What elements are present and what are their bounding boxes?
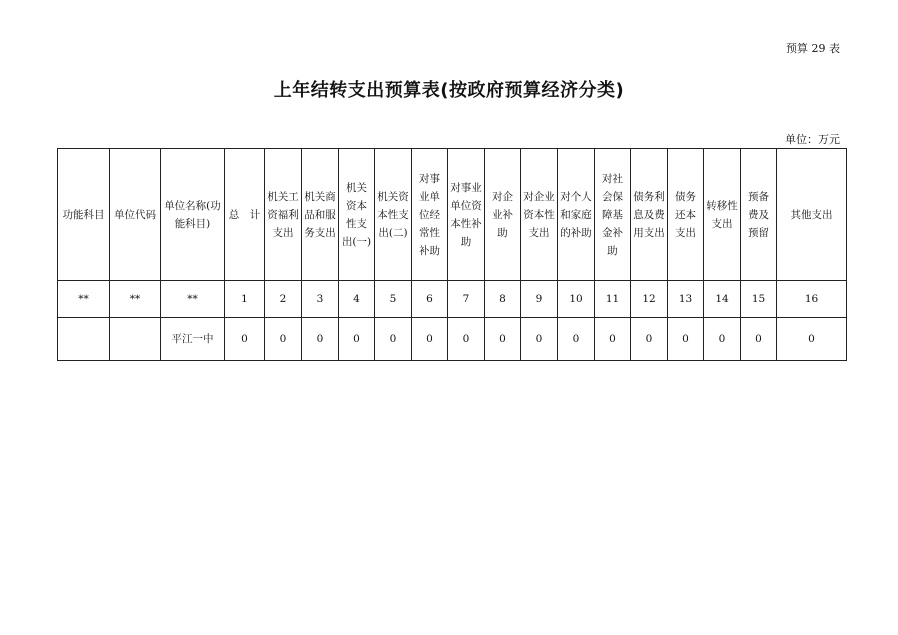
table-cell: 0 (412, 318, 448, 361)
column-number: 8 (485, 281, 521, 318)
budget-table (57, 148, 847, 361)
table-cell: 0 (265, 318, 302, 361)
column-header: 单位名称(功能科目) (161, 149, 225, 281)
column-number: 11 (595, 281, 631, 318)
column-number-row (58, 281, 847, 318)
column-header: 机关工资福利支出 (265, 149, 302, 281)
column-number: 9 (521, 281, 558, 318)
column-header: 机关资本性支出(一) (339, 149, 375, 281)
column-number: 14 (704, 281, 741, 318)
table-cell: 0 (521, 318, 558, 361)
table-cell: 0 (448, 318, 485, 361)
column-header: 债务还本支出 (668, 149, 704, 281)
column-header: 预备费及预留 (741, 149, 777, 281)
table-cell: 0 (339, 318, 375, 361)
table-cell: 0 (704, 318, 741, 361)
column-number: 1 (225, 281, 265, 318)
column-header: 转移性支出 (704, 149, 741, 281)
table-row (58, 318, 847, 361)
column-header: 功能科目 (58, 149, 110, 281)
column-number: 7 (448, 281, 485, 318)
column-header: 对个人和家庭的补助 (558, 149, 595, 281)
unit-name-cell: 平江一中 (161, 318, 225, 361)
table-cell: 0 (777, 318, 847, 361)
column-header: 总 计 (225, 149, 265, 281)
column-number: 5 (375, 281, 412, 318)
header-row (58, 149, 847, 281)
column-number: 4 (339, 281, 375, 318)
table-cell (110, 318, 161, 361)
unit-label: 单位：万元 (785, 133, 840, 146)
total-cell: 0 (225, 318, 265, 361)
page-title: 上年结转支出预算表(按政府预算经济分类) (273, 80, 625, 101)
column-header: 对企业补助 (485, 149, 521, 281)
column-number: 16 (777, 281, 847, 318)
column-number: 15 (741, 281, 777, 318)
table-cell: 0 (631, 318, 668, 361)
column-number: ** (58, 281, 110, 318)
column-header: 对企业资本性支出 (521, 149, 558, 281)
column-number: ** (110, 281, 161, 318)
table-cell: 0 (595, 318, 631, 361)
table-cell: 0 (375, 318, 412, 361)
column-header: 对事业单位经常性补助 (412, 149, 448, 281)
column-header: 对社会保障基金补助 (595, 149, 631, 281)
table-cell: 0 (668, 318, 704, 361)
column-header: 对事业单位资本性补助 (448, 149, 485, 281)
table-cell (58, 318, 110, 361)
column-header: 机关商品和服务支出 (302, 149, 339, 281)
column-number: 12 (631, 281, 668, 318)
column-header: 机关资本性支出(二) (375, 149, 412, 281)
table-cell: 0 (558, 318, 595, 361)
table-cell: 0 (485, 318, 521, 361)
column-header: 单位代码 (110, 149, 161, 281)
column-header: 其他支出 (777, 149, 847, 281)
table-cell: 0 (741, 318, 777, 361)
column-number: 3 (302, 281, 339, 318)
column-number: 2 (265, 281, 302, 318)
column-number: 10 (558, 281, 595, 318)
column-number: 6 (412, 281, 448, 318)
table-cell: 0 (302, 318, 339, 361)
column-number: ** (161, 281, 225, 318)
page-number-label: 预算 29 表 (786, 42, 840, 55)
column-header: 债务利息及费用支出 (631, 149, 668, 281)
column-number: 13 (668, 281, 704, 318)
